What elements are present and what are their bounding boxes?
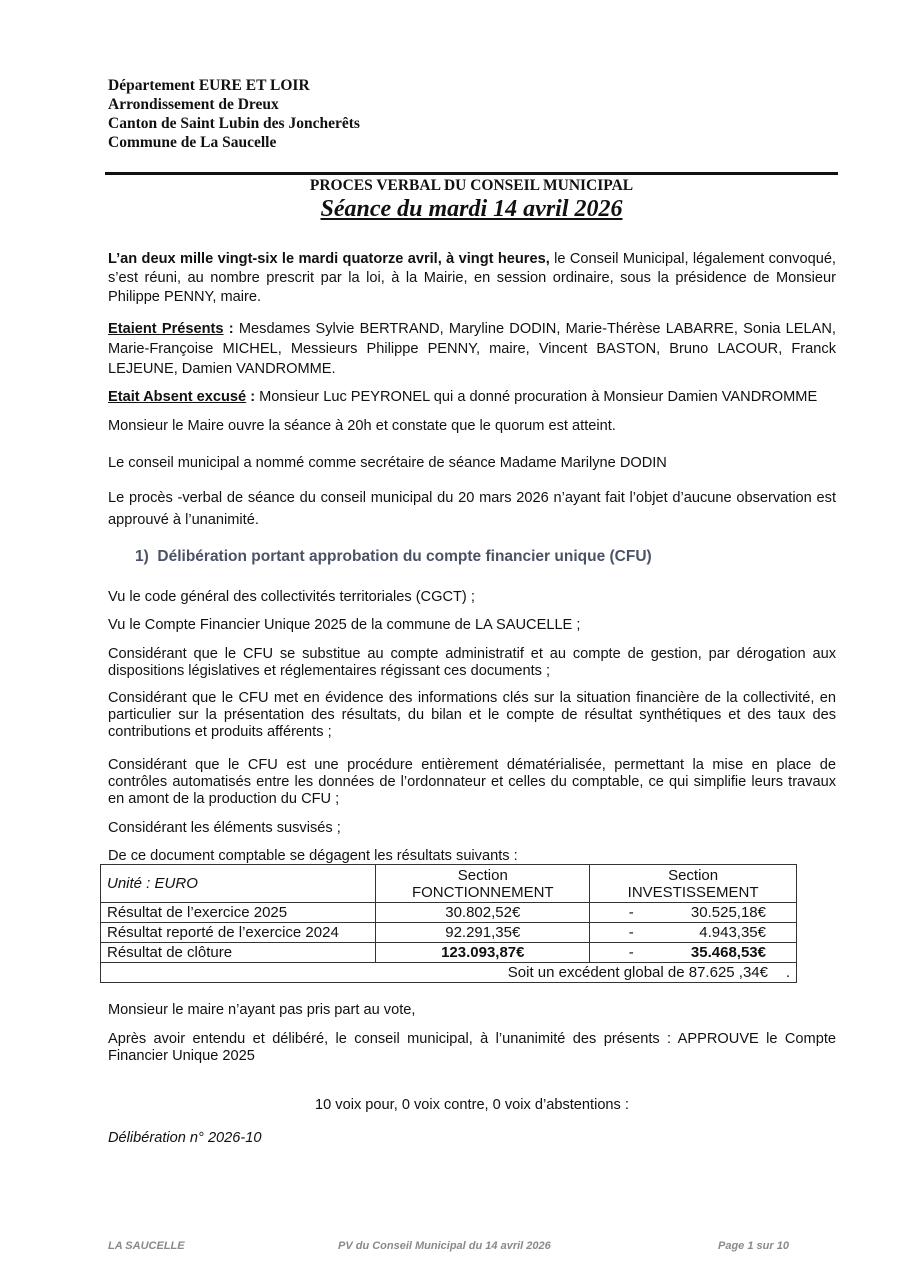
- maire-vote-text: Monsieur le maire n’ayant pas pris part au vote,: [108, 1002, 416, 1018]
- presents-list: Mesdames Sylvie BERTRAND, Maryline DODIN, Marie-Thérèse LABARRE, Sonia LELAN, Marie-Françoise MICHEL, Messieurs Philippe PENNY, maire, Vincent BASTON, Bruno LACOUR, Franck LEJEUNE, Damien VANDROMME.: [108, 321, 836, 377]
- row-invest: [590, 943, 797, 963]
- total-end: .: [785, 964, 790, 981]
- presents-sep: :: [223, 321, 239, 337]
- table-header-row: [101, 865, 797, 903]
- footer-center: PV du Conseil Municipal du 14 avril 2026: [338, 1240, 551, 1252]
- absent-paragraph: [108, 389, 848, 406]
- header-divider: [105, 172, 838, 175]
- secretaire-text: Le conseil municipal a nommé comme secrétaire de séance Madame Marilyne DODIN: [108, 455, 667, 471]
- total-cell: [101, 963, 797, 983]
- quorum-text: Monsieur le Maire ouvre la séance à 20h et constate que le quorum est atteint.: [108, 418, 616, 434]
- row-invest: [590, 923, 797, 943]
- footer-page: Page 1 sur 10: [718, 1240, 789, 1252]
- row-invest: [590, 903, 797, 923]
- row-invest-value: 30.525,18€: [690, 904, 766, 921]
- row-invest-value: 35.468,53€: [690, 944, 766, 961]
- commune: Commune de La Saucelle: [108, 134, 277, 151]
- unit-cell: Unité : EURO: [101, 865, 376, 903]
- header-fonct-line1: Section: [457, 866, 508, 884]
- intro-paragraph: [108, 250, 836, 307]
- header-invest-line2: INVESTISSEMENT: [627, 883, 759, 901]
- row-label: Résultat de clôture: [101, 943, 376, 963]
- departement: Département EURE ET LOIR: [108, 77, 310, 94]
- paragraph-considerant-4: Considérant les éléments susvisés ;: [108, 820, 341, 836]
- arrondissement: Arrondissement de Dreux: [108, 96, 279, 113]
- paragraph-considerant-2: Considérant que le CFU met en évidence des informations clés sur la situation financière de la collectivité, en particulier sur la présentation des résultats, du bilan et le compte de résultat synthétiques et des taux des contributions et produits afférents ;: [108, 690, 836, 740]
- document-header: [108, 76, 360, 152]
- row-fonct: 30.802,52€: [376, 903, 590, 923]
- row-sign: -: [628, 904, 634, 921]
- row-fonct: 123.093,87€: [376, 943, 590, 963]
- results-table: [100, 864, 797, 983]
- row-label: Résultat de l’exercice 2025: [101, 903, 376, 923]
- total-text: Soit un excédent global de 87.625 ,34€: [507, 964, 768, 981]
- paragraph-considerant-1: Considérant que le CFU se substitue au compte administratif et au compte de gestion, par dérogation aux dispositions législatives et réglementaires régissant ces documents ;: [108, 646, 836, 679]
- row-fonct: 92.291,35€: [376, 923, 590, 943]
- seance-title: Séance du mardi 14 avril 2026: [320, 196, 623, 222]
- intro-text: le Conseil Municipal, légalement convoqué, s’est réuni, au nombre prescrit par la loi, à la Mairie, en session ordinaire, sous la présidence de Monsieur Philippe PENNY, maire.: [108, 251, 836, 305]
- canton: Canton de Saint Lubin des Joncherêts: [108, 115, 360, 132]
- absent-text: Monsieur Luc PEYRONEL qui a donné procuration à Monsieur Damien VANDROMME: [259, 389, 818, 405]
- presents-paragraph: [108, 319, 836, 379]
- table-row: [101, 903, 797, 923]
- header-invest-line1: Section: [668, 866, 719, 884]
- paragraph-considerant-3: Considérant que le CFU est une procédure entièrement dématérialisée, permettant la mise en place de contrôles automatisés entre les données de l’ordonnateur et celles du comptable, ce qui simplifie leurs travaux en amont de la production du CFU ;: [108, 757, 836, 807]
- paragraph-cgct: Vu le code général des collectivités territoriales (CGCT) ;: [108, 589, 475, 605]
- table-row: [101, 923, 797, 943]
- paragraph-cfu: Vu le Compte Financier Unique 2025 de la commune de LA SAUCELLE ;: [108, 617, 581, 633]
- header-fonct-line2: FONCTIONNEMENT: [411, 883, 554, 901]
- absent-label: Etait Absent excusé: [108, 389, 247, 405]
- row-sign: -: [628, 944, 634, 961]
- table-total-row: [101, 963, 797, 983]
- intro-date: L’an deux mille vingt-six le mardi quatorze avril, à vingt heures,: [108, 251, 550, 267]
- absent-sep: :: [246, 389, 260, 405]
- row-invest-value: 4.943,35€: [699, 924, 766, 941]
- row-label: Résultat reporté de l’exercice 2024: [101, 923, 376, 943]
- row-sign: -: [628, 924, 634, 941]
- document-title: PROCES VERBAL DU CONSEIL MUNICIPAL: [309, 177, 634, 194]
- table-row: [101, 943, 797, 963]
- presents-label: Etaient Présents: [108, 321, 224, 337]
- footer-left: LA SAUCELLE: [108, 1240, 185, 1252]
- paragraph-results-intro: De ce document comptable se dégagent les résultats suivants :: [108, 848, 518, 864]
- deliberation-number: Délibération n° 2026-10: [108, 1130, 262, 1146]
- header-investissement: [590, 865, 797, 903]
- header-fonctionnement: [376, 865, 590, 903]
- section-heading: 1) Délibération portant approbation du compte financier unique (CFU): [135, 548, 652, 565]
- decision-text: Après avoir entendu et délibéré, le conseil municipal, à l’unanimité des présents : APPROUVE le Compte Financier Unique 2025: [108, 1031, 836, 1064]
- pv-approval-text: Le procès -verbal de séance du conseil municipal du 20 mars 2026 n’ayant fait l’objet d’aucune observation est approuvé à l’unanimité.: [108, 490, 836, 528]
- votes-text: 10 voix pour, 0 voix contre, 0 voix d’abstentions :: [315, 1097, 629, 1113]
